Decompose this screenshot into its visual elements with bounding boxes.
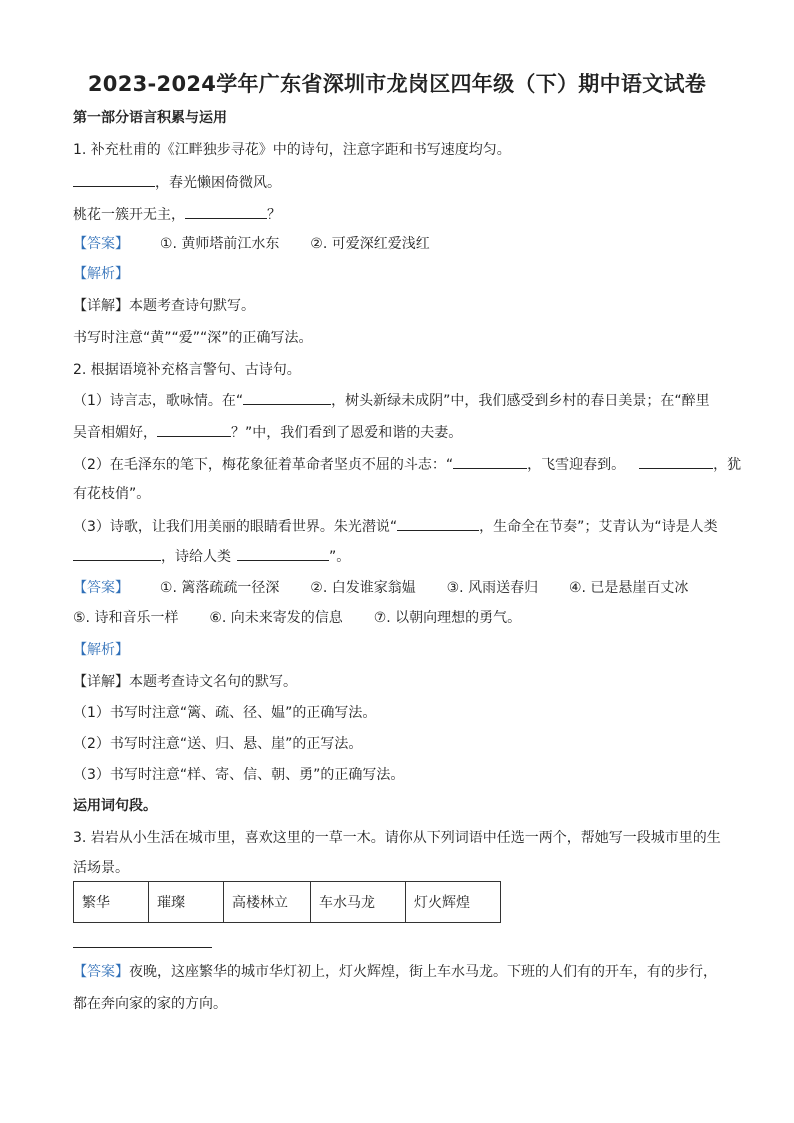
answer-blank[interactable]: [73, 546, 161, 561]
analysis-tag: 【解析】: [73, 642, 129, 658]
word-cell: 车水马龙: [311, 882, 406, 923]
question-3-stem: 3. 岩岩从小生活在城市里，喜欢这里的一草一木。请你从下列词语中任选一两个，帮她写一段城市里的生: [73, 830, 721, 846]
prompt-text: ，诗给人类: [161, 549, 231, 565]
answer-blank[interactable]: [73, 172, 155, 187]
answer-blank[interactable]: [157, 422, 231, 437]
detail-tag: 【详解】: [73, 298, 129, 314]
answer-item: ①. 篱落疏疏一径深: [159, 580, 280, 596]
answer-blank[interactable]: [237, 546, 329, 561]
answer-line: [73, 947, 212, 948]
question-1-detail: [73, 296, 255, 316]
prompt-text: ，生命全在节奏”；艾青认为“诗是人类: [479, 519, 718, 535]
question-2-answer-row-1: [73, 578, 688, 598]
answer-item: ①. 黄师塔前江水东: [159, 236, 280, 252]
answer-item: ②. 可爱深红爱浅红: [310, 236, 430, 252]
detail-text: 本题考查诗句默写。: [129, 298, 255, 314]
question-1-note: 书写时注意“黄”“爱”“深”的正确写法。: [73, 330, 313, 346]
question-2-part-1: [73, 390, 710, 411]
answer-item: ⑦. 以朝向理想的勇气。: [373, 610, 522, 626]
section-heading: 第一部分语言积累与运用: [73, 110, 227, 126]
poem-text: ，春光懒困倚微风。: [155, 175, 281, 191]
word-cell: 繁华: [74, 882, 149, 923]
question-1-line-1: [73, 172, 281, 193]
question-2-part-1-cont: [73, 422, 462, 443]
word-cell: 璀璨: [149, 882, 224, 923]
answer-item: ②. 白发谁家翁媪: [310, 580, 416, 596]
section-heading: 运用词句段。: [73, 798, 157, 814]
answer-text: 夜晚，这座繁华的城市华灯初上，灯火辉煌，街上车水马龙。下班的人们有的开车，有的步行，: [129, 964, 717, 980]
question-2-note: （2）书写时注意“送、归、悬、崖”的正写法。: [73, 736, 363, 752]
analysis-tag: 【解析】: [73, 266, 129, 282]
answer-blank[interactable]: [185, 204, 267, 219]
prompt-text: ”。: [329, 549, 351, 565]
answer-item: ④. 已是悬崖百丈冰: [568, 580, 689, 596]
question-1-answer: [73, 234, 430, 254]
detail-text: 本题考查诗文名句的默写。: [129, 674, 297, 690]
question-2-part-2-cont: 有花枝俏”。: [73, 486, 151, 502]
answer-item: ⑤. 诗和音乐一样: [73, 610, 179, 626]
word-cell: 高楼林立: [224, 882, 311, 923]
question-2-stem: 2. 根据语境补充格言警句、古诗句。: [73, 362, 301, 378]
poem-text: ？: [267, 207, 281, 223]
prompt-text: ？”中，我们看到了恩爱和谐的夫妻。: [231, 425, 463, 441]
answer-blank[interactable]: [397, 516, 479, 531]
answer-item: ③. 风雨送春归: [446, 580, 539, 596]
question-2-part-3: [73, 516, 718, 537]
question-3-stem-cont: 活场景。: [73, 860, 129, 876]
question-2-note: （1）书写时注意“篱、疏、径、媪”的正确写法。: [73, 705, 377, 721]
word-cell: 灯火辉煌: [406, 882, 501, 923]
prompt-text: （1）诗言志，歌咏情。在“: [73, 393, 244, 409]
question-2-part-3-cont: [73, 546, 350, 567]
question-3-answer-cont: 都在奔向家的家的方向。: [73, 996, 227, 1012]
prompt-text: ，树头新绿未成阴”中，我们感受到乡村的春日美景；在“醉里: [331, 393, 710, 409]
answer-tag: 【答案】: [73, 964, 129, 980]
answer-blank[interactable]: [453, 454, 527, 469]
question-2-note: （3）书写时注意“样、寄、信、朝、勇”的正确写法。: [73, 767, 405, 783]
question-2-answer-row-2: [73, 608, 521, 628]
poem-text: 桃花一簇开无主，: [73, 207, 185, 223]
answer-blank[interactable]: [243, 390, 331, 405]
answer-tag: 【答案】: [73, 236, 129, 252]
prompt-text: ，飞雪迎春到。: [527, 457, 626, 473]
question-1-stem: 1. 补充杜甫的《江畔独步寻花》中的诗句，注意字距和书写速度均匀。: [73, 142, 511, 158]
detail-tag: 【详解】: [73, 674, 129, 690]
answer-blank[interactable]: [639, 454, 713, 469]
table-row: [74, 882, 501, 923]
question-1-line-2: [73, 204, 281, 225]
answer-item: ⑥. 向未来寄发的信息: [209, 610, 343, 626]
question-2-part-2: [73, 454, 741, 475]
question-3-answer: [73, 962, 717, 982]
answer-tag: 【答案】: [73, 580, 129, 596]
prompt-text: （3）诗歌，让我们用美丽的眼睛看世界。朱光潜说“: [73, 519, 398, 535]
question-2-detail: [73, 672, 297, 692]
page-title: 2023-2024学年广东省深圳市龙岗区四年级（下）期中语文试卷: [87, 72, 707, 96]
prompt-text: （2）在毛泽东的笔下，梅花象征着革命者坚贞不屈的斗志：“: [73, 457, 454, 473]
word-table: [73, 881, 501, 923]
prompt-text: ，犹: [713, 457, 742, 473]
prompt-text: 吴音相媚好，: [73, 425, 157, 441]
